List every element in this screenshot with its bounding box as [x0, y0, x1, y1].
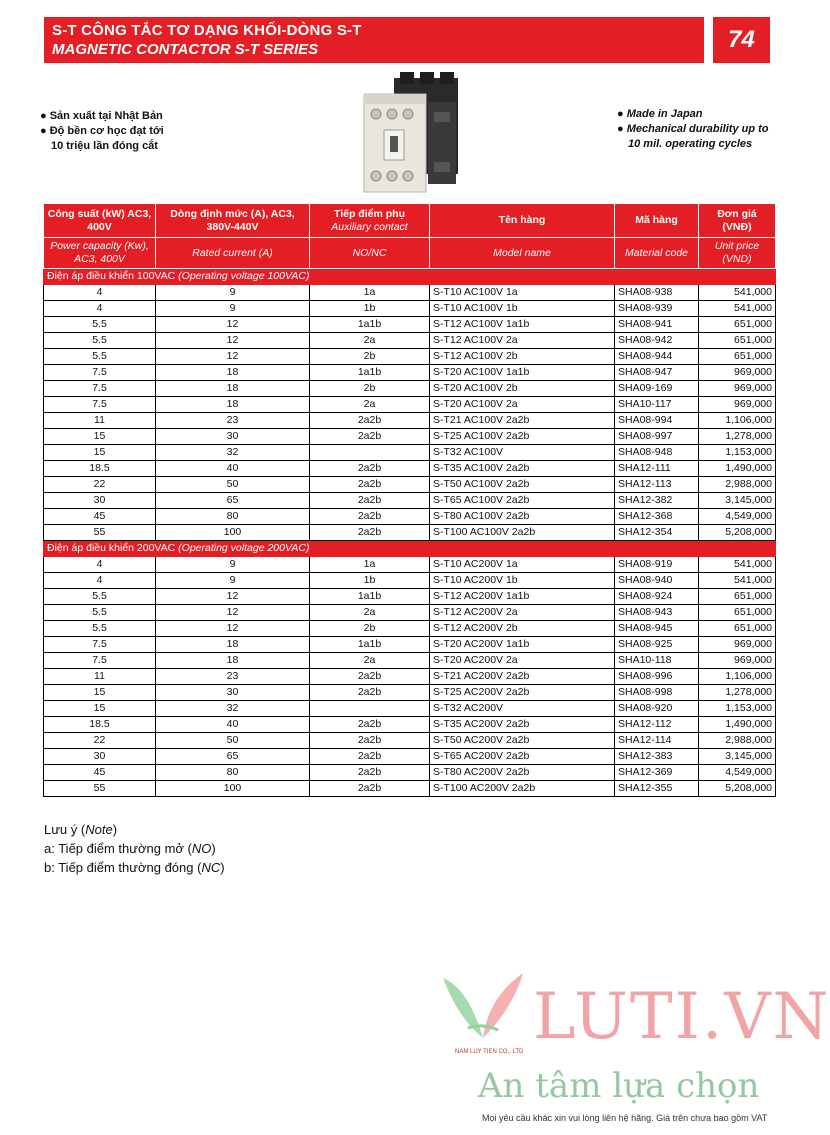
cell-price: 969,000	[699, 637, 776, 653]
cell-price: 541,000	[699, 573, 776, 589]
cell-code: SHA12-383	[615, 749, 699, 765]
cell-price: 969,000	[699, 381, 776, 397]
cell-aux: 2a	[310, 605, 430, 621]
cell-current: 9	[156, 573, 310, 589]
cell-power: 4	[44, 573, 156, 589]
cell-power: 15	[44, 701, 156, 717]
cell-current: 18	[156, 397, 310, 413]
cell-aux: 1a	[310, 285, 430, 301]
table-row	[44, 429, 776, 445]
cell-power: 4	[44, 285, 156, 301]
cell-current: 12	[156, 349, 310, 365]
cell-code: SHA08-997	[615, 429, 699, 445]
features-vi	[40, 109, 240, 154]
cell-current: 18	[156, 637, 310, 653]
table-row	[44, 781, 776, 797]
cell-aux: 2a2b	[310, 413, 430, 429]
cell-code: SHA08-938	[615, 285, 699, 301]
cell-model: S-T80 AC200V 2a2b	[430, 765, 615, 781]
table-row	[44, 653, 776, 669]
cell-price: 1,153,000	[699, 701, 776, 717]
cell-model: S-T50 AC200V 2a2b	[430, 733, 615, 749]
cell-price: 4,549,000	[699, 765, 776, 781]
features-en	[617, 107, 797, 152]
cell-power: 5.5	[44, 349, 156, 365]
cell-current: 18	[156, 653, 310, 669]
table-row	[44, 333, 776, 349]
col-aux-vi	[310, 204, 430, 238]
col-price-en: Unit price (VND)	[699, 238, 776, 269]
cell-aux: 1a1b	[310, 365, 430, 381]
cell-code: SHA12-355	[615, 781, 699, 797]
cell-power: 11	[44, 669, 156, 685]
cell-code: SHA08-940	[615, 573, 699, 589]
section-label-vi: Điện áp điều khiển 200VAC	[47, 542, 176, 554]
cell-aux: 2a2b	[310, 765, 430, 781]
cell-power: 7.5	[44, 381, 156, 397]
brand-logo-text: LUTI.VN	[533, 980, 830, 1054]
cell-model: S-T12 AC200V 2b	[430, 621, 615, 637]
cell-power: 11	[44, 413, 156, 429]
cell-aux: 2b	[310, 381, 430, 397]
table-row	[44, 285, 776, 301]
cell-model: S-T100 AC100V 2a2b	[430, 525, 615, 541]
cell-code: SHA08-920	[615, 701, 699, 717]
cell-code: SHA08-948	[615, 445, 699, 461]
cell-aux	[310, 445, 430, 461]
cell-price: 541,000	[699, 557, 776, 573]
cell-price: 651,000	[699, 317, 776, 333]
cell-price: 1,153,000	[699, 445, 776, 461]
note-a	[44, 839, 225, 858]
cell-code: SHA08-943	[615, 605, 699, 621]
note-title-vi: Lưu ý (	[44, 822, 86, 837]
table-row	[44, 749, 776, 765]
cell-model: S-T10 AC100V 1b	[430, 301, 615, 317]
cell-code: SHA08-941	[615, 317, 699, 333]
section-label-vi: Điện áp điều khiển 100VAC	[47, 270, 176, 282]
cell-code: SHA12-368	[615, 509, 699, 525]
cell-power: 15	[44, 685, 156, 701]
cell-current: 40	[156, 717, 310, 733]
cell-code: SHA10-118	[615, 653, 699, 669]
cell-price: 1,490,000	[699, 461, 776, 477]
note-a-en: NO	[191, 841, 212, 856]
cell-model: S-T12 AC100V 1a1b	[430, 317, 615, 333]
note-b-close: )	[220, 860, 225, 875]
cell-code: SHA08-996	[615, 669, 699, 685]
cell-power: 45	[44, 509, 156, 525]
cell-power: 5.5	[44, 317, 156, 333]
cell-current: 100	[156, 525, 310, 541]
cell-model: S-T12 AC100V 2b	[430, 349, 615, 365]
cell-aux: 2a	[310, 397, 430, 413]
cell-aux: 1b	[310, 301, 430, 317]
cell-aux: 2a2b	[310, 749, 430, 765]
cell-power: 5.5	[44, 333, 156, 349]
cell-power: 4	[44, 557, 156, 573]
note-title-en: Note	[85, 822, 113, 837]
cell-power: 15	[44, 429, 156, 445]
col-price-vi: Đơn giá (VNĐ)	[699, 204, 776, 238]
cell-code: SHA08-925	[615, 637, 699, 653]
table-row	[44, 317, 776, 333]
cell-aux: 2a2b	[310, 493, 430, 509]
cell-power: 30	[44, 493, 156, 509]
col-aux-en: NO/NC	[310, 238, 430, 269]
cell-aux: 2a2b	[310, 781, 430, 797]
col-current-vi: Dòng định mức (A), AC3, 380V-440V	[156, 204, 310, 238]
cell-code: SHA12-354	[615, 525, 699, 541]
table-row	[44, 669, 776, 685]
table-row	[44, 573, 776, 589]
cell-price: 969,000	[699, 365, 776, 381]
cell-price: 651,000	[699, 621, 776, 637]
cell-code: SHA12-382	[615, 493, 699, 509]
cell-model: S-T32 AC200V	[430, 701, 615, 717]
luti-leaf-logo-icon	[438, 968, 528, 1048]
feature-en-2: ● Mechanical durability up to	[617, 123, 769, 135]
cell-power: 7.5	[44, 637, 156, 653]
cell-code: SHA09-169	[615, 381, 699, 397]
cell-current: 18	[156, 365, 310, 381]
cell-model: S-T10 AC100V 1a	[430, 285, 615, 301]
cell-model: S-T25 AC200V 2a2b	[430, 685, 615, 701]
col-aux-vi-label: Tiếp điểm phụ	[334, 207, 405, 220]
cell-price: 1,278,000	[699, 685, 776, 701]
feature-vi-2: ● Độ bền cơ học đạt tới	[40, 125, 164, 137]
cell-code: SHA08-942	[615, 333, 699, 349]
table-row	[44, 493, 776, 509]
cell-current: 18	[156, 381, 310, 397]
cell-price: 969,000	[699, 653, 776, 669]
section-header-row	[44, 541, 776, 557]
cell-current: 30	[156, 429, 310, 445]
cell-power: 22	[44, 733, 156, 749]
cell-power: 4	[44, 301, 156, 317]
cell-code: SHA08-998	[615, 685, 699, 701]
cell-price: 3,145,000	[699, 493, 776, 509]
cell-aux	[310, 701, 430, 717]
cell-power: 5.5	[44, 621, 156, 637]
table-row	[44, 701, 776, 717]
cell-model: S-T20 AC100V 1a1b	[430, 365, 615, 381]
cell-aux: 2a2b	[310, 461, 430, 477]
header-row-vi	[44, 204, 776, 238]
cell-price: 1,106,000	[699, 413, 776, 429]
cell-code: SHA12-114	[615, 733, 699, 749]
cell-model: S-T20 AC200V 1a1b	[430, 637, 615, 653]
note-title-end: )	[112, 822, 118, 837]
cell-power: 55	[44, 781, 156, 797]
feature-vi-3: 10 triệu lần đóng cắt	[51, 140, 158, 152]
cell-code: SHA12-113	[615, 477, 699, 493]
cell-power: 18.5	[44, 717, 156, 733]
cell-current: 9	[156, 285, 310, 301]
cell-current: 50	[156, 733, 310, 749]
cell-aux: 1b	[310, 573, 430, 589]
table-row	[44, 461, 776, 477]
contactor-product-image	[360, 72, 464, 194]
feature-vi-1: ● Sản xuất tại Nhật Bản	[40, 110, 163, 122]
cell-code: SHA08-944	[615, 349, 699, 365]
cell-price: 5,208,000	[699, 525, 776, 541]
note-a-close: )	[211, 841, 216, 856]
cell-aux: 2a2b	[310, 429, 430, 445]
cell-model: S-T35 AC200V 2a2b	[430, 717, 615, 733]
cell-power: 18.5	[44, 461, 156, 477]
table-row	[44, 637, 776, 653]
table-row	[44, 413, 776, 429]
cell-model: S-T50 AC100V 2a2b	[430, 477, 615, 493]
cell-code: SHA08-947	[615, 365, 699, 381]
cell-current: 40	[156, 461, 310, 477]
cell-power: 45	[44, 765, 156, 781]
cell-price: 5,208,000	[699, 781, 776, 797]
cell-code: SHA10-117	[615, 397, 699, 413]
cell-current: 65	[156, 749, 310, 765]
cell-model: S-T80 AC100V 2a2b	[430, 509, 615, 525]
cell-price: 651,000	[699, 605, 776, 621]
notes	[44, 820, 225, 877]
table-row	[44, 589, 776, 605]
table-row	[44, 397, 776, 413]
cell-model: S-T21 AC100V 2a2b	[430, 413, 615, 429]
cell-aux: 2a2b	[310, 685, 430, 701]
cell-model: S-T20 AC100V 2b	[430, 381, 615, 397]
title-vi: S-T CÔNG TẮC TƠ DẠNG KHỐI-DÒNG S-T	[52, 22, 362, 39]
table-row	[44, 605, 776, 621]
cell-price: 3,145,000	[699, 749, 776, 765]
cell-aux: 1a1b	[310, 317, 430, 333]
cell-price: 1,106,000	[699, 669, 776, 685]
cell-current: 80	[156, 509, 310, 525]
cell-current: 12	[156, 317, 310, 333]
cell-model: S-T10 AC200V 1a	[430, 557, 615, 573]
cell-aux: 2a2b	[310, 733, 430, 749]
cell-price: 2,988,000	[699, 733, 776, 749]
cell-aux: 2a2b	[310, 509, 430, 525]
cell-aux: 2a	[310, 333, 430, 349]
cell-price: 651,000	[699, 349, 776, 365]
cell-aux: 2a2b	[310, 525, 430, 541]
cell-power: 22	[44, 477, 156, 493]
cell-model: S-T100 AC200V 2a2b	[430, 781, 615, 797]
cell-code: SHA12-111	[615, 461, 699, 477]
cell-current: 50	[156, 477, 310, 493]
cell-current: 30	[156, 685, 310, 701]
table-row	[44, 349, 776, 365]
section-label	[44, 269, 776, 285]
table-body	[44, 269, 776, 797]
cell-current: 32	[156, 701, 310, 717]
cell-code: SHA08-924	[615, 589, 699, 605]
table-row	[44, 381, 776, 397]
cell-code: SHA08-919	[615, 557, 699, 573]
cell-aux: 2b	[310, 621, 430, 637]
col-model-en: Model name	[430, 238, 615, 269]
cell-aux: 2a2b	[310, 717, 430, 733]
col-code-en: Material code	[615, 238, 699, 269]
cell-power: 7.5	[44, 365, 156, 381]
note-b-vi: b: Tiếp điểm thường đóng (	[44, 860, 202, 875]
cell-current: 12	[156, 589, 310, 605]
cell-model: S-T20 AC100V 2a	[430, 397, 615, 413]
cell-price: 541,000	[699, 301, 776, 317]
note-title	[44, 820, 225, 839]
feature-en-1: ● Made in Japan	[617, 108, 703, 120]
table-row	[44, 365, 776, 381]
cell-model: S-T12 AC200V 2a	[430, 605, 615, 621]
table-row	[44, 557, 776, 573]
cell-model: S-T65 AC100V 2a2b	[430, 493, 615, 509]
cell-aux: 2b	[310, 349, 430, 365]
cell-model: S-T21 AC200V 2a2b	[430, 669, 615, 685]
cell-code: SHA12-112	[615, 717, 699, 733]
table-row	[44, 525, 776, 541]
cell-power: 15	[44, 445, 156, 461]
col-power-vi: Công suất (kW) AC3, 400V	[44, 204, 156, 238]
cell-model: S-T10 AC200V 1b	[430, 573, 615, 589]
cell-current: 9	[156, 301, 310, 317]
cell-price: 969,000	[699, 397, 776, 413]
title-en: MAGNETIC CONTACTOR S-T SERIES	[52, 41, 319, 58]
cell-price: 4,549,000	[699, 509, 776, 525]
cell-power: 5.5	[44, 605, 156, 621]
section-label-en: (Operating voltage 100VAC)	[178, 270, 310, 282]
slogan: An tâm lựa chọn	[478, 1066, 760, 1106]
cell-current: 65	[156, 493, 310, 509]
cell-power: 7.5	[44, 397, 156, 413]
cell-current: 23	[156, 669, 310, 685]
table-row	[44, 301, 776, 317]
cell-model: S-T35 AC100V 2a2b	[430, 461, 615, 477]
section-label-en: (Operating voltage 200VAC)	[178, 542, 310, 554]
cell-price: 651,000	[699, 589, 776, 605]
cell-current: 23	[156, 413, 310, 429]
table-row	[44, 717, 776, 733]
cell-current: 80	[156, 765, 310, 781]
cell-current: 12	[156, 605, 310, 621]
cell-model: S-T12 AC100V 2a	[430, 333, 615, 349]
table-row	[44, 621, 776, 637]
cell-price: 1,278,000	[699, 429, 776, 445]
table-row	[44, 765, 776, 781]
cell-model: S-T65 AC200V 2a2b	[430, 749, 615, 765]
cell-aux: 2a2b	[310, 669, 430, 685]
vat-note: Mọi yêu cầu khác xin vui lòng liên hệ hãng. Giá trên chưa bao gồm VAT	[482, 1113, 768, 1123]
cell-code: SHA12-369	[615, 765, 699, 781]
page-number: 74	[713, 17, 770, 63]
section-header-row	[44, 269, 776, 285]
cell-price: 651,000	[699, 333, 776, 349]
cell-power: 7.5	[44, 653, 156, 669]
cell-current: 32	[156, 445, 310, 461]
cell-aux: 2a	[310, 653, 430, 669]
note-b	[44, 858, 225, 877]
table-row	[44, 733, 776, 749]
col-aux-vi-en: Auxiliary contact	[331, 220, 408, 233]
price-table	[43, 203, 776, 797]
cell-model: S-T12 AC200V 1a1b	[430, 589, 615, 605]
col-current-en: Rated current (A)	[156, 238, 310, 269]
table-row	[44, 685, 776, 701]
cell-code: SHA08-994	[615, 413, 699, 429]
cell-current: 100	[156, 781, 310, 797]
cell-power: 5.5	[44, 589, 156, 605]
cell-current: 12	[156, 333, 310, 349]
note-b-en: NC	[201, 860, 221, 875]
page-header	[44, 17, 704, 63]
cell-model: S-T25 AC100V 2a2b	[430, 429, 615, 445]
cell-code: SHA08-945	[615, 621, 699, 637]
cell-model: S-T20 AC200V 2a	[430, 653, 615, 669]
col-code-vi: Mã hàng	[615, 204, 699, 238]
col-power-en: Power capacity (Kw), AC3, 400V	[44, 238, 156, 269]
cell-price: 541,000	[699, 285, 776, 301]
cell-code: SHA08-939	[615, 301, 699, 317]
cell-current: 12	[156, 621, 310, 637]
note-a-vi: a: Tiếp điểm thường mở (	[44, 841, 192, 856]
cell-model: S-T32 AC100V	[430, 445, 615, 461]
cell-power: 30	[44, 749, 156, 765]
header-row-en	[44, 238, 776, 269]
cell-power: 55	[44, 525, 156, 541]
col-model-vi: Tên hàng	[430, 204, 615, 238]
cell-current: 9	[156, 557, 310, 573]
table-row	[44, 477, 776, 493]
company-name: NAM LUY TIEN CO., LTD	[455, 1049, 524, 1055]
cell-aux: 1a1b	[310, 637, 430, 653]
cell-price: 2,988,000	[699, 477, 776, 493]
feature-en-3: 10 mil. operating cycles	[628, 138, 753, 150]
table-row	[44, 509, 776, 525]
table-row	[44, 445, 776, 461]
cell-price: 1,490,000	[699, 717, 776, 733]
cell-aux: 1a1b	[310, 589, 430, 605]
section-label	[44, 541, 776, 557]
cell-aux: 1a	[310, 557, 430, 573]
cell-aux: 2a2b	[310, 477, 430, 493]
